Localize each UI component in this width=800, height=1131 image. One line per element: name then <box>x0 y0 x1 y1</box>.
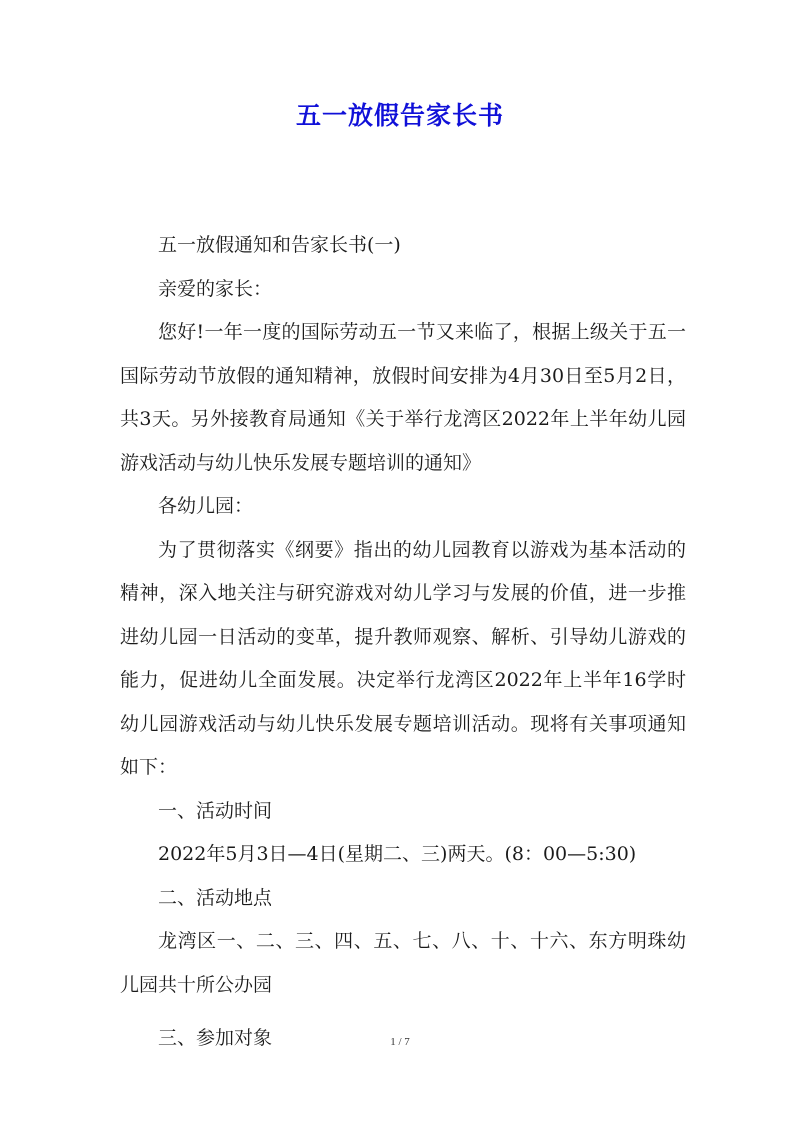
paragraph-holiday-notice: 您好!一年一度的国际劳动五一节又来临了，根据上级关于五一国际劳动节放假的通知精神，放假时间安排为4月30日至5月2日，共3天。另外接教育局通知《关于举行龙湾区2022年上半年幼儿园游戏活动与幼儿快乐发展专题培训的通知》 <box>120 321 686 474</box>
page-number: 1 / 7 <box>390 1036 410 1048</box>
paragraph-activity-location: 龙湾区一、二、三、四、五、七、八、十、十六、东方明珠幼儿园共十所公办园 <box>120 930 686 996</box>
paragraph-salutation: 亲爱的家长： <box>158 277 273 300</box>
document-body <box>120 224 686 1061</box>
paragraph-activity-time: 2022年5月3日—4日(星期二、三)两天。(8：00—5:30) <box>158 843 637 865</box>
document-title: 五一放假告家长书 <box>295 101 504 130</box>
heading-activity-location: 二、活动地点 <box>158 886 273 909</box>
heading-participants: 三、参加对象 <box>158 1027 273 1049</box>
heading-activity-time: 一、活动时间 <box>158 799 273 822</box>
paragraph-subtitle: 五一放假通知和告家长书(一) <box>158 234 401 256</box>
paragraph-training-purpose: 为了贯彻落实《纲要》指出的幼儿园教育以游戏为基本活动的精神，深入地关注与研究游戏对幼儿学习与发展的价值，进一步推进幼儿园一日活动的变革，提升教师观察、解析、引导幼儿游戏的能力，促进幼儿全面发展。决定举行龙湾区2022年上半年16学时幼儿园游戏活动与幼儿快乐发展专题培训活动。现将有关事项通知如下： <box>120 538 686 778</box>
paragraph-kindergartens: 各幼儿园： <box>158 495 254 517</box>
